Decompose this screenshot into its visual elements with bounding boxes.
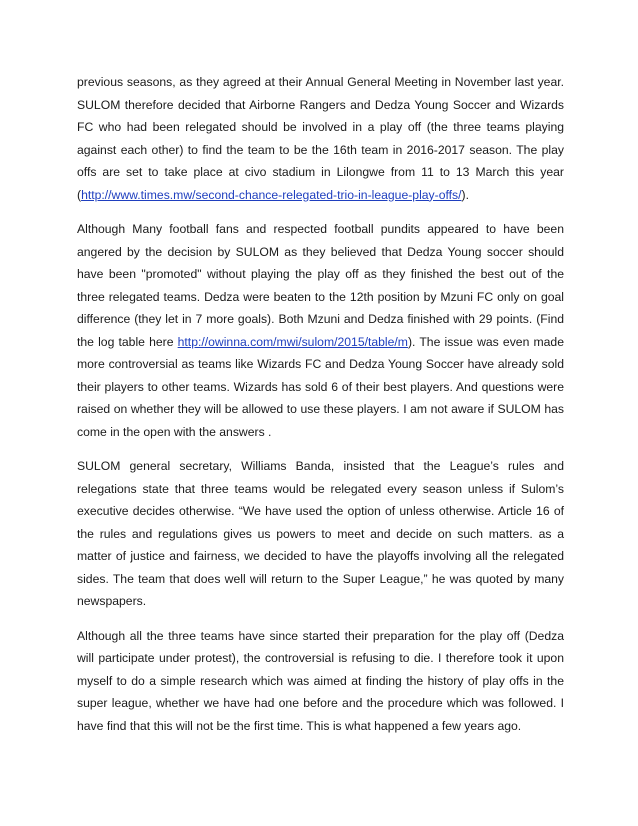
log-table-link[interactable]: http://owinna.com/mwi/sulom/2015/table/m (177, 334, 408, 349)
paragraph-1 (77, 71, 564, 206)
paragraph-2 (77, 218, 564, 443)
document-body (77, 71, 564, 749)
paragraph-2-text-after: ). The issue was even made more controversial as teams like Wizards FC and Dedza Young Soccer have already sold their players to other teams. Wizards has sold 6 of their best players. And questions were raised on whether they will be allowed to use these players. I am not aware if SULOM has come in the open with the answers . (77, 334, 564, 439)
times-article-link[interactable]: http://www.times.mw/second-chance-relegated-trio-in-league-play-offs/ (81, 187, 462, 202)
paragraph-3: SULOM general secretary, Williams Banda, insisted that the League’s rules and relegations state that three teams would be relegated every season unless if Sulom’s executive decides otherwise. “We have used the option of unless otherwise. Article 16 of the rules and regulations gives us powers to meet and decide on such matters. as a matter of justice and fairness, we decided to have the playoffs involving all the relegated sides. The team that does well will return to the Super League,” he was quoted by many newspapers. (77, 459, 564, 608)
paragraph-2-text-before: Although Many football fans and respected football pundits appeared to have been angered by the decision by SULOM as they believed that Dedza Young soccer should have been "promoted" without playing the play off as they finished the best out of the three relegated teams. Dedza were beaten to the 12th position by Mzuni FC only on goal difference (they let in 7 more goals). Both Mzuni and Dedza finished with 29 points. (Find the log table here (77, 222, 564, 349)
paragraph-1-text-after: ). (461, 187, 469, 202)
paragraph-1-text-before: previous seasons, as they agreed at their Annual General Meeting in November last year. SULOM therefore decided that Airborne Rangers and Dedza Young Soccer and Wizards FC who had been relegated should be involved in a play off (the three teams playing against each other) to find the team to be the 16th team in 2016-2017 season. The play offs are set to take place at civo stadium in Lilongwe from 11 to 13 March this year ( (77, 75, 564, 202)
paragraph-4: Although all the three teams have since started their preparation for the play off (Dedza will participate under protest), the controversial is refusing to die. I therefore took it upon myself to do a simple research which was aimed at finding the history of play offs in the super league, whether we have had one before and the procedure which was followed. I have find that this will not be the first time. This is what happened a few years ago. (77, 628, 564, 733)
